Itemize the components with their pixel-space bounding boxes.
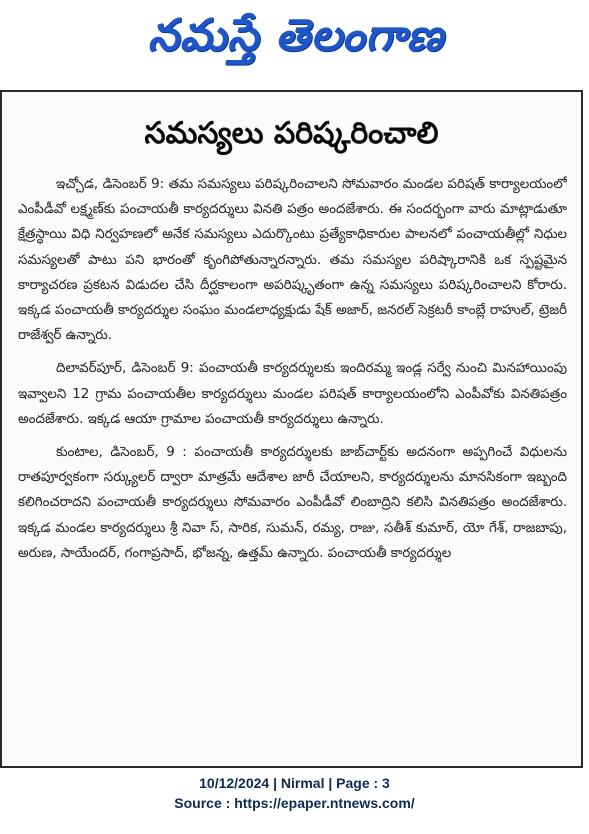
article-headline: సమస్యలు పరిష్కరించాలి <box>144 116 439 151</box>
footer-source-link[interactable]: Source : https://epaper.ntnews.com/ <box>174 795 415 811</box>
article-paragraph: కుంటాల, డిసెంబర్, 9 : పంచాయతీ కార్యదర్శులకు జాబ్‌చార్ట్‌కు అదనంగా అప్పగించే విధులను రాతపూర్వకంగా సర్క్యులర్ ద్వారా మాత్రమే ఆదేశాల జారీ చేయాలని, కార్యదర్శులను మానసికంగా ఇబ్బంది కలిగించరాదని పంచాయతీ కార్యదర్శులు సోమవారం ఎంపీడీవో లింబాద్రిని కలిసి వినతిపత్రం అందజేశారు. ఇక్కడ మండల కార్యదర్శులు శ్రీ నివా స్, సారిక, సుమన్, రమ్య, రాజు, సతీశ్ కుమార్, యో గేశ్, రాజబాపు, అరుణ, సాయేందర్, గంగాప్రసాద్, భోజన్న, ఉత్తమ్ ఉన్నారు. పంచాయతీ కార్యదర్శుల <box>18 445 567 561</box>
news-clipping <box>0 90 583 768</box>
article-body <box>18 172 567 760</box>
masthead-title: నమస్తే తెలంగాణ <box>147 10 445 61</box>
footer-date-edition-page: 10/12/2024 | Nirmal | Page : 3 <box>199 775 390 791</box>
newspaper-masthead-logo <box>96 6 496 76</box>
article-paragraph: ఇచ్చోడ, డిసెంబర్ 9: తమ సమస్యలు పరిష్కరించాలని సోమవారం మండల పరిషత్ కార్యాలయంలో ఎంపీడీవో లక్ష్మణ్‌కు పంచాయతీ కార్యదర్శులు వినతి పత్రం అందజేశారు. ఈ సందర్భంగా వారు మాట్లాడుతూ క్షేత్రస్థాయి విధి నిర్వహణలో అనేక సమస్యలు ఎదుర్కొంటు ప్రత్యేకాధికారుల పాలనలో పంచాయతీల్లో నిధుల సమస్యలతో పాటు పని భారంతో కృంగిపోతున్నారన్నారు. తమ సమస్యల పరిష్కారానికి ఒక స్పష్టమైన కార్యాచరణ ప్రకటన విడుదల చేసి దీర్ఘకాలంగా అపరిష్కృతంగా ఉన్న సమస్యలు పరిష్కరించాలని కోరారు. ఇక్కడ పంచాయతీ కార్యదర్శుల సంఘం మండలాధ్యక్షుడు షేక్ అజార్, జనరల్ సెక్రటరీ కాంబ్లే రాహుల్, ట్రెజరీ రాజేశ్వర్ ఉన్నారు. <box>18 177 567 344</box>
article-paragraph: దిలావర్‌పూర్, డిసెంబర్ 9: పంచాయతీ కార్యదర్శులకు ఇందిరమ్మ ఇండ్ల సర్వే నుంచి మినహాయింపు ఇవ్వాలని 12 గ్రామ పంచాయతీల కార్యదర్శులు మండల పరిషత్ కార్యాలయంలోని ఎంపీవోకు వినతిపత్రం అందజేశారు. ఇక్కడ ఆయా గ్రామాల పంచాయతీ కార్యదర్శులు ఉన్నారు. <box>18 361 567 427</box>
